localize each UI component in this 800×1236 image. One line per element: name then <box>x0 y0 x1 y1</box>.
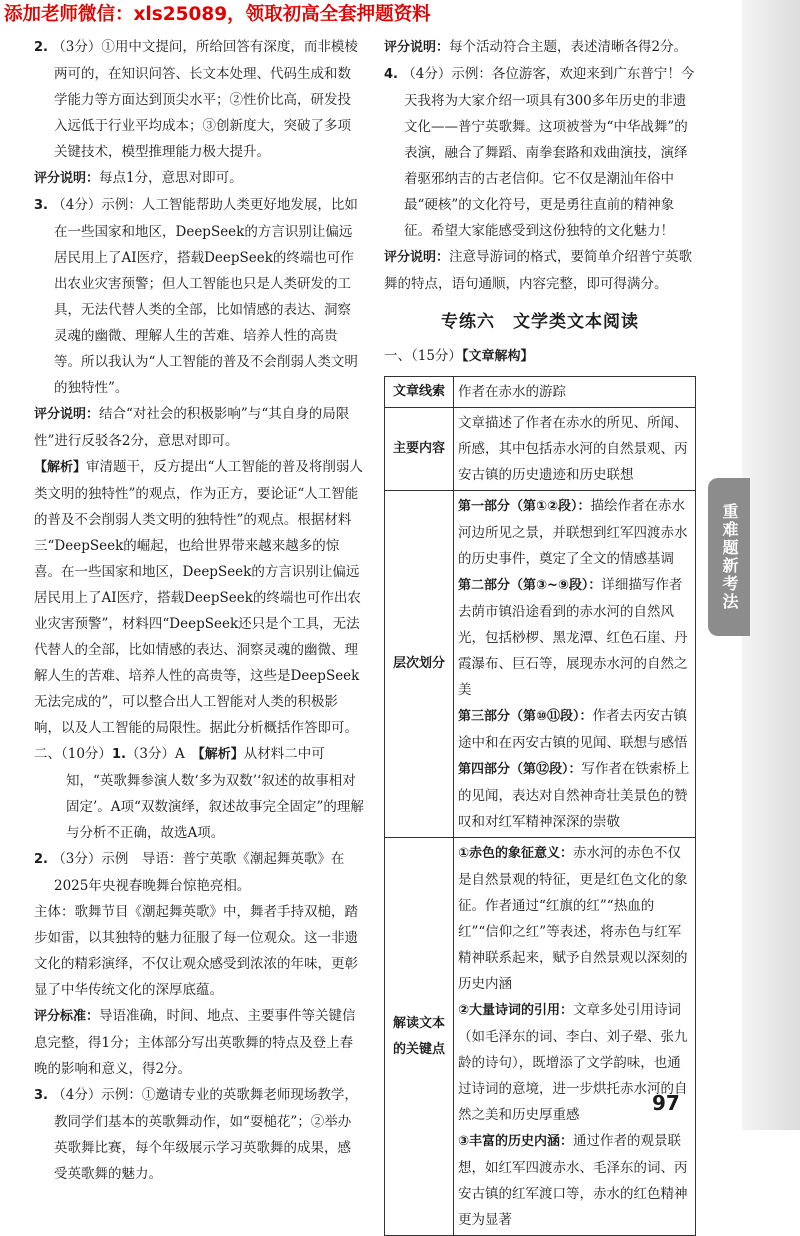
key-text: 文章多处引用诗词（如毛泽东的词、李白、刘子翚、张九龄的诗句），既增添了文学韵味，也通过诗词的意境，进一步烘托赤水河的自然之美和历史厚重感 <box>458 1002 688 1123</box>
analysis-text: 审清题干，反方提出“人工智能的普及将削弱人类文明的独特性”的观点，作为正方，要论证“人工智能的普及不会削弱人类文明的独特性”的观点。根据材料三“DeepSeek的崛起，也给世界带来越来越多的惊喜。在一些国家和地区，DeepSeek的方言识别让偏远居民用上了AI医疗，搭载DeepSeek的终端也可作出农业灾害预警”，材料四“DeepSeek还只是个工具，无法代替人的全部，比如情感的表达、洞察灵魂的幽微、理解人生的苦难、培养人性的高贵等，这些是DeepSeek无法完成的”，可以整合出人工智能对人类的积极影响，以及人工智能的局限性。据此分析概括作答即可。 <box>34 459 363 736</box>
promo-banner: 添加老师微信：xls25089，领取初高全套押题资料 <box>4 4 431 25</box>
table-value <box>454 491 696 838</box>
key-text: 通过作者的观景联想，如红军四渡赤水、毛泽东的词、丙安古镇的红军渡口等，赤水的红色精神更为显著 <box>458 1133 688 1228</box>
item-number: 4. <box>384 67 398 82</box>
part-head: 第四部分（第⑫段）： <box>458 762 582 777</box>
table-row <box>385 377 696 408</box>
part-head: 第一部分（第①②段）： <box>458 499 591 514</box>
table-value: 作者在赤水的游踪 <box>454 377 696 408</box>
analysis-label: 【解析】 <box>34 460 87 475</box>
section-head: 二、（10分） <box>34 746 112 762</box>
scoring-text: 每点1分，意思对即可。 <box>99 170 243 186</box>
answer-item <box>34 846 364 899</box>
scoring-note <box>34 401 364 454</box>
answer-item <box>34 34 364 165</box>
scoring-label: 评分说明： <box>384 40 450 55</box>
section-one-head <box>384 343 696 370</box>
key-text: 赤水河的赤色不仅是自然景观的特征，更是红色文化的象征。作者通过“红旗的红”“热血的红”“信仰之红”等表述，将赤色与红军精神联系起来，赋予自然景观以深刻的历史内涵 <box>458 845 688 992</box>
part-text: 写作者在铁索桥上的见闻，表达对自然神奇壮美景色的赞叹和对红军精神深深的崇敬 <box>458 761 690 830</box>
analysis-note <box>34 454 364 741</box>
answer-text: （4分）示例：①邀请专业的英歌舞老师现场教学，教同学们基本的英歌舞动作，如“耍槌花”；②举办英歌舞比赛，每个年级展示学习英歌舞的成果，感受英歌舞的魅力。 <box>52 1087 358 1182</box>
answer-text: （4分）示例：人工智能帮助人类更好地发展，比如在一些国家和地区，DeepSeek的方言识别让偏远居民用上了AI医疗，搭载DeepSeek的终端也可作出农业灾害预警；但人工智能也只是人类研发的工具，无法代替人类的全部，比如情感的表达、洞察灵魂的幽微、理解人生的苦难、培养人性的高贵等。所以我认为“人工智能的普及不会削弱人类文明的独特性”。 <box>52 197 358 396</box>
scoring-text: 每个活动符合主题，表述清晰各得2分。 <box>449 39 688 55</box>
item-number: 2. <box>34 852 48 867</box>
table-value: 文章描述了作者在赤水的所见、所闻、所感，其中包括赤水河的自然景观、丙安古镇的历史遗迹和历史联想 <box>454 408 696 491</box>
page-number: 97 <box>652 1091 680 1115</box>
scoring-note <box>384 244 696 297</box>
right-column <box>384 34 696 1236</box>
analysis-text: 从材料二中可知，“英歌舞参演人数‘多为双数’‘叙述的故事相对固定’。A项“双数演绎，叙述故事完全固定”的理解与分析不正确，故选A项。 <box>66 746 364 841</box>
table-key: 主要内容 <box>385 408 454 491</box>
answer-text: （3分）A <box>125 746 185 762</box>
scoring-note <box>34 165 364 192</box>
part-text: 详细描写作者去荫市镇沿途看到的赤水河的自然风光，包括桫椤、黑龙潭、红色石崖、丹霞瀑布、巨石等，展现赤水河的自然之美 <box>458 577 688 698</box>
section-two-item1 <box>34 741 364 846</box>
scoring-label: 评分说明： <box>34 407 100 422</box>
key-head: ②大量诗词的引用： <box>458 1003 574 1018</box>
scoring-text: 导语准确，时间、地点、主要事件等关键信息完整，得1分；主体部分写出英歌舞的特点及登上春晚的影响和意义，得2分。 <box>34 1008 356 1077</box>
analysis-label: 【解析】 <box>198 747 244 762</box>
part-text: 作者去丙安古镇途中和在丙安古镇的见闻、联想与感悟 <box>458 708 688 751</box>
scoring-label: 评分说明： <box>34 171 100 186</box>
scoring-label: 评分说明： <box>384 250 450 265</box>
table-value <box>454 838 696 1236</box>
section-head: 一、（15分） <box>384 348 462 364</box>
part-head: 第二部分（第③~⑨段）： <box>458 578 602 593</box>
table-key: 解读文本的关键点 <box>385 838 454 1236</box>
left-column <box>34 34 364 1187</box>
scoring-label: 评分标准： <box>34 1009 100 1024</box>
answer-item <box>34 1082 364 1187</box>
answer-item <box>384 61 696 244</box>
answer-text: （3分）示例 导语：普宁英歌《潮起舞英歌》在2025年央视春晚舞台惊艳亮相。 <box>52 851 345 894</box>
item-number: 2. <box>34 40 48 55</box>
structure-table <box>384 376 696 1236</box>
answer-item <box>34 192 364 401</box>
item-number: 3. <box>34 1088 48 1103</box>
part-head: 第三部分（第⑩⑪段）： <box>458 709 593 724</box>
part-text: 描绘作者在赤水河边所见之景，并联想到红军四渡赤水的历史事件，奠定了全文的情感基调 <box>458 498 688 567</box>
scoring-text: 结合“对社会的积极影响”与“其自身的局限性”进行反驳各2分，意思对即可。 <box>34 406 350 449</box>
section-tag: 【文章解构】 <box>461 349 534 364</box>
section-title: 专练六 文学类文本阅读 <box>441 312 639 332</box>
key-head: ③丰富的历史内涵： <box>458 1134 574 1149</box>
item-number: 3. <box>34 198 48 213</box>
table-key: 层次划分 <box>385 491 454 838</box>
answer-text: （3分）①用中文提问，所给回答有深度，而非模棱两可的，在知识问答、长文本处理、代码生成和数学能力等方面达到顶尖水平；②性价比高，研发投入远低于行业平均成本；③创新度大，突破了多项关键技术，模型推理能力极大提升。 <box>52 39 358 160</box>
scoring-note <box>384 34 696 61</box>
scoring-note <box>34 1003 364 1082</box>
table-row <box>385 838 696 1236</box>
key-head: ①赤色的象征意义： <box>458 846 574 861</box>
side-tab: 重难题新考法 <box>708 478 750 636</box>
scoring-text: 注意导游词的格式，要简单介绍普宁英歌舞的特点，语句通顺，内容完整，即可得满分。 <box>384 249 693 292</box>
page-edge <box>742 0 800 1130</box>
table-row <box>385 408 696 491</box>
table-key: 文章线索 <box>385 377 454 408</box>
item-number: 1. <box>111 747 126 762</box>
answer-body: 主体：歌舞节目《潮起舞英歌》中，舞者手持双槌，踏步如雷，以其独特的魅力征服了每一位观众。这一非遗文化的精彩演绎，不仅让观众感受到浓浓的年味，更彰显了中华传统文化的深厚底蕴。 <box>34 904 358 998</box>
table-row <box>385 491 696 838</box>
answer-text: （4分）示例：各位游客，欢迎来到广东普宁！今天我将为大家介绍一项具有300多年历史的非遗文化——普宁英歌舞。这项被誉为“中华战舞”的表演，融合了舞蹈、南拳套路和戏曲演技，演绎着驱邪纳吉的古老信仰。它不仅是潮汕年俗中最“硬核”的文化符号，更是勇往直前的精神象征。希望大家能感受到这份独特的文化魅力！ <box>402 66 695 239</box>
